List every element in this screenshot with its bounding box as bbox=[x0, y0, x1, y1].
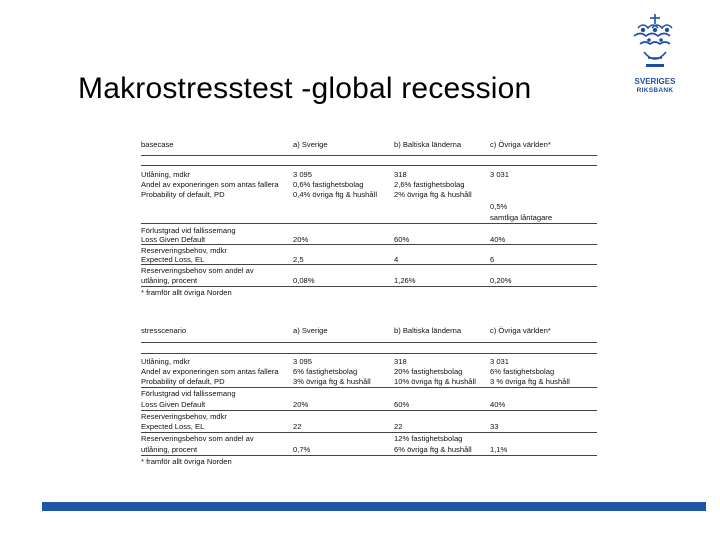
table-rule bbox=[141, 432, 597, 433]
table-cell: 12% fastighetsbolag bbox=[394, 434, 463, 443]
table-cell: Reserveringsbehov, mdkr bbox=[141, 246, 227, 255]
table-cell: Loss Given Default bbox=[141, 235, 206, 244]
table-rule bbox=[141, 223, 597, 224]
bottom-accent-bar bbox=[42, 502, 706, 511]
table-cell: Expected Loss, EL bbox=[141, 422, 205, 431]
table-cell: Förlustgrad vid fallissemang bbox=[141, 226, 236, 235]
table-cell: Andel av exponeringen som antas fallera bbox=[141, 180, 279, 189]
table-rule bbox=[141, 244, 597, 245]
logo-text-line2: RIKSBANK bbox=[636, 87, 674, 94]
table-cell: 3% övriga ftg & hushåll bbox=[293, 377, 371, 386]
table-cell: 60% bbox=[394, 400, 410, 409]
table-cell: 3 095 bbox=[293, 170, 313, 179]
table-cell: 0,20% bbox=[490, 276, 512, 285]
table-cell: 6% övriga ftg & hushåll bbox=[394, 445, 472, 454]
table-cell: 2% övriga ftg & hushåll bbox=[394, 190, 472, 199]
logo-text-line1: SVERIGES bbox=[634, 77, 676, 86]
table-rule bbox=[141, 165, 597, 166]
table-cell: 0,08% bbox=[293, 276, 315, 285]
table-cell: Probability of default, PD bbox=[141, 190, 225, 199]
table-cell: Reserveringsbehov, mdkr bbox=[141, 412, 227, 421]
table-rule bbox=[141, 342, 597, 343]
table-cell: 3 % övriga ftg & hushåll bbox=[490, 377, 570, 386]
table-rule bbox=[141, 387, 597, 388]
table-cell: 2,5 bbox=[293, 255, 304, 264]
table-cell: Probability of default, PD bbox=[141, 377, 225, 386]
table-cell: utlåning, procent bbox=[141, 276, 198, 285]
table-cell: Förlustgrad vid fallissemang bbox=[141, 389, 236, 398]
table-cell: 6% fastighetsbolag bbox=[293, 367, 358, 376]
table-cell: 2,6% fastighetsbolag bbox=[394, 180, 465, 189]
table-footnote: * framför allt övriga Norden bbox=[141, 288, 232, 297]
slide-title: Makrostresstest -global recession bbox=[78, 72, 532, 105]
table-cell: Reserveringsbehov som andel av bbox=[141, 434, 254, 443]
table-cell: 4 bbox=[394, 255, 399, 264]
table-cell: 1,26% bbox=[394, 276, 416, 285]
table-cell: 318 bbox=[394, 357, 407, 366]
table-header-cell: c) Övriga världen* bbox=[490, 326, 551, 335]
table-cell: 33 bbox=[490, 422, 499, 431]
table-cell: Loss Given Default bbox=[141, 400, 206, 409]
table-cell: Andel av exponeringen som antas fallera bbox=[141, 367, 279, 376]
table-cell: Utlåning, mdkr bbox=[141, 170, 190, 179]
table-rule bbox=[141, 353, 597, 354]
table-cell: 40% bbox=[490, 235, 506, 244]
riksbank-crest-icon bbox=[626, 10, 684, 76]
table-cell: Utlåning, mdkr bbox=[141, 357, 190, 366]
table-rule bbox=[141, 155, 597, 156]
table-cell: utlåning, procent bbox=[141, 445, 198, 454]
table-cell: 60% bbox=[394, 235, 410, 244]
table-rule bbox=[141, 410, 597, 411]
table-header-cell: basecase bbox=[141, 140, 174, 149]
table-cell: 3 031 bbox=[490, 357, 510, 366]
table-header-cell: stresscenario bbox=[141, 326, 187, 335]
table-cell: 20% fastighetsbolag bbox=[394, 367, 463, 376]
stresscenario-table bbox=[141, 322, 597, 468]
table-cell: 22 bbox=[293, 422, 302, 431]
table-cell: 6 bbox=[490, 255, 495, 264]
table-header-cell: b) Baltiska länderna bbox=[394, 140, 462, 149]
table-cell: 3 031 bbox=[490, 170, 510, 179]
table-cell: samtliga låntagare bbox=[490, 213, 553, 222]
basecase-table bbox=[141, 138, 597, 300]
table-cell: 0,5% bbox=[490, 202, 508, 211]
table-cell: 3 095 bbox=[293, 357, 313, 366]
table-header-cell: b) Baltiska länderna bbox=[394, 326, 462, 335]
table-cell: 22 bbox=[394, 422, 403, 431]
table-cell: 0,7% bbox=[293, 445, 311, 454]
table-rule bbox=[141, 286, 597, 287]
table-rule bbox=[141, 455, 597, 456]
table-footnote: * framför allt övriga Norden bbox=[141, 457, 232, 466]
table-rule bbox=[141, 264, 597, 265]
table-cell: Reserveringsbehov som andel av bbox=[141, 266, 254, 275]
table-header-cell: c) Övriga världen* bbox=[490, 140, 551, 149]
table-cell: 20% bbox=[293, 235, 309, 244]
table-cell: 318 bbox=[394, 170, 407, 179]
table-cell: 40% bbox=[490, 400, 506, 409]
table-header-cell: a) Sverige bbox=[293, 140, 328, 149]
table-cell: 20% bbox=[293, 400, 309, 409]
riksbank-logo bbox=[626, 10, 684, 100]
table-cell: 0,4% övriga ftg & hushåll bbox=[293, 190, 378, 199]
table-cell: Expected Loss, EL bbox=[141, 255, 205, 264]
table-cell: 10% övriga ftg & hushåll bbox=[394, 377, 476, 386]
table-header-cell: a) Sverige bbox=[293, 326, 328, 335]
table-cell: 1,1% bbox=[490, 445, 508, 454]
table-cell: 6% fastighetsbolag bbox=[490, 367, 555, 376]
table-cell: 0,6% fastighetsbolag bbox=[293, 180, 364, 189]
